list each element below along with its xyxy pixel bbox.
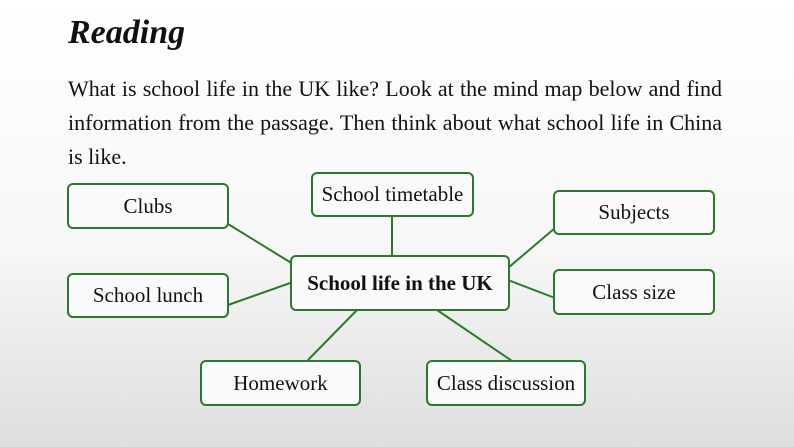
node-subjects[interactable]: Subjects [553, 190, 715, 235]
node-school-lunch[interactable]: School lunch [67, 273, 229, 318]
connector-homework [308, 310, 357, 360]
node-class-discussion[interactable]: Class discussion [426, 360, 586, 406]
slide-title: Reading [68, 14, 186, 51]
node-school-timetable[interactable]: School timetable [311, 172, 474, 217]
connector-clubs [228, 224, 293, 264]
node-clubs[interactable]: Clubs [67, 183, 229, 229]
intro-text: What is school life in the UK like? Look at the mind map below and find information from the passage. Then think about what school life in China is like. [68, 76, 722, 169]
connector-discussion [437, 310, 512, 361]
connector-class-size [508, 280, 555, 298]
connector-lunch [228, 282, 293, 305]
node-homework[interactable]: Homework [200, 360, 361, 406]
node-class-size[interactable]: Class size [553, 269, 715, 315]
connector-subjects [508, 228, 555, 268]
center-node[interactable]: School life in the UK [290, 255, 510, 311]
